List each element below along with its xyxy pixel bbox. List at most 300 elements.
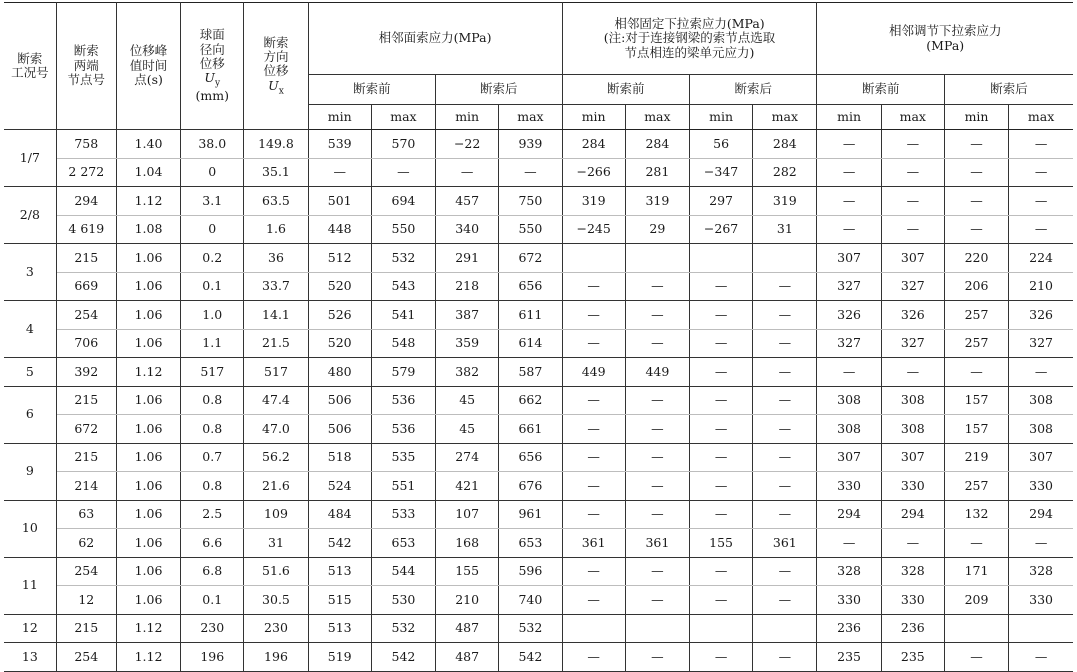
table-row: [4, 329, 1073, 358]
table-cell: [753, 614, 817, 643]
table-cell: 653: [371, 529, 435, 558]
header-g2-after: 断索后: [689, 75, 816, 105]
table-cell: 157: [944, 415, 1008, 444]
table-cell: 2.5: [181, 500, 244, 529]
table-cell: —: [753, 301, 817, 330]
table-cell: 1.06: [116, 415, 180, 444]
table-cell: —: [753, 415, 817, 444]
table-cell: —: [753, 272, 817, 301]
table-cell: 236: [881, 614, 944, 643]
table-cell: 328: [881, 557, 944, 586]
table-cell: —: [689, 472, 752, 501]
table-cell: 45: [436, 386, 499, 415]
table-cell: 611: [499, 301, 562, 330]
table-cell: 257: [944, 329, 1008, 358]
header-group-adjust-cable: 相邻调节下拉索应力 (MPa): [817, 3, 1073, 75]
header-g1-before: 断索前: [308, 75, 435, 105]
table-cell: 330: [817, 472, 881, 501]
table-row: [4, 500, 1073, 529]
table-cell: 1.06: [116, 500, 180, 529]
table-cell: 294: [817, 500, 881, 529]
table-cell: 284: [625, 130, 689, 159]
table-cell: 524: [308, 472, 371, 501]
table-cell: 484: [308, 500, 371, 529]
table-cell: 21.5: [244, 329, 308, 358]
table-cell: 517: [181, 358, 244, 387]
table-cell: 21.6: [244, 472, 308, 501]
table-cell: 107: [436, 500, 499, 529]
table-cell: —: [625, 415, 689, 444]
table-cell: —: [562, 557, 625, 586]
table-cell: 542: [371, 643, 435, 672]
header-node: 断索 两端 节点号: [56, 3, 116, 130]
table-cell: 0: [181, 215, 244, 244]
table-cell: 513: [308, 614, 371, 643]
table-cell: 294: [56, 187, 116, 216]
table-cell: 328: [1009, 557, 1073, 586]
table-cell: 45: [436, 415, 499, 444]
table-cell: 662: [499, 386, 562, 415]
table-cell: —: [625, 586, 689, 615]
table-cell: —: [1009, 130, 1073, 159]
table-cell: —: [625, 329, 689, 358]
table-cell: —: [562, 272, 625, 301]
table-cell: 330: [1009, 472, 1073, 501]
table-cell: —: [689, 415, 752, 444]
case-number-cell: 3: [4, 244, 56, 301]
table-cell: 448: [308, 215, 371, 244]
table-cell: 63: [56, 500, 116, 529]
table-cell: 758: [56, 130, 116, 159]
table-cell: 382: [436, 358, 499, 387]
table-cell: —: [753, 557, 817, 586]
table-cell: 387: [436, 301, 499, 330]
table-cell: 6.8: [181, 557, 244, 586]
table-cell: [1009, 614, 1073, 643]
table-cell: —: [753, 643, 817, 672]
table-cell: —: [753, 472, 817, 501]
table-cell: —: [881, 529, 944, 558]
table-cell: 0: [181, 158, 244, 187]
table-cell: 520: [308, 329, 371, 358]
table-row: [4, 215, 1073, 244]
table-cell: 0.8: [181, 386, 244, 415]
table-cell: 294: [1009, 500, 1073, 529]
table-cell: 47.4: [244, 386, 308, 415]
case-number-cell: 11: [4, 557, 56, 614]
table-cell: 209: [944, 586, 1008, 615]
table-cell: 551: [371, 472, 435, 501]
table-cell: —: [1009, 529, 1073, 558]
table-cell: 308: [881, 386, 944, 415]
table-cell: 449: [562, 358, 625, 387]
table-cell: 550: [499, 215, 562, 244]
table-cell: 0.7: [181, 443, 244, 472]
table-cell: —: [817, 358, 881, 387]
case-number-cell: 13: [4, 643, 56, 672]
table-cell: 38.0: [181, 130, 244, 159]
table-cell: 294: [881, 500, 944, 529]
dir-disp-line3: 位移: [263, 63, 289, 79]
table-cell: 235: [881, 643, 944, 672]
table-cell: 308: [1009, 415, 1073, 444]
table-cell: 157: [944, 386, 1008, 415]
table-cell: —: [881, 215, 944, 244]
table-cell: 327: [817, 329, 881, 358]
table-cell: −22: [436, 130, 499, 159]
table-cell: 653: [499, 529, 562, 558]
table-cell: 539: [308, 130, 371, 159]
dir-disp-symbol: $U_x$: [268, 77, 284, 97]
table-cell: 215: [56, 614, 116, 643]
table-cell: 109: [244, 500, 308, 529]
table-cell: —: [944, 529, 1008, 558]
header-case: 断索 工况号: [4, 3, 56, 130]
table-cell: 196: [244, 643, 308, 672]
table-cell: 1.08: [116, 215, 180, 244]
table-cell: [625, 244, 689, 273]
table-cell: 63.5: [244, 187, 308, 216]
table-cell: 330: [881, 586, 944, 615]
table-cell: 327: [881, 329, 944, 358]
table-cell: —: [1009, 158, 1073, 187]
table-cell: 327: [817, 272, 881, 301]
table-cell: [944, 614, 1008, 643]
table-cell: —: [562, 500, 625, 529]
table-cell: 1.06: [116, 244, 180, 273]
table-cell: 512: [308, 244, 371, 273]
table-row: [4, 443, 1073, 472]
table-row: [4, 415, 1073, 444]
table-cell: —: [817, 529, 881, 558]
table-cell: 36: [244, 244, 308, 273]
header-group-fixed-cable: 相邻固定下拉索应力(MPa) (注:对于连接钢梁的索节点选取 节点相连的梁单元应力): [562, 3, 817, 75]
table-cell: 257: [944, 472, 1008, 501]
table-cell: 4 619: [56, 215, 116, 244]
table-cell: 330: [881, 472, 944, 501]
table-cell: 614: [499, 329, 562, 358]
table-cell: —: [562, 586, 625, 615]
dir-disp-line2: 方向: [263, 48, 289, 64]
table-cell: 536: [371, 386, 435, 415]
table-cell: 676: [499, 472, 562, 501]
table-cell: 1.04: [116, 158, 180, 187]
table-cell: —: [1009, 187, 1073, 216]
radial-disp-line2: 径向: [199, 41, 225, 57]
table-cell: 210: [1009, 272, 1073, 301]
table-cell: 487: [436, 614, 499, 643]
table-cell: —: [625, 272, 689, 301]
table-cell: —: [753, 386, 817, 415]
table-cell: 307: [817, 443, 881, 472]
table-cell: 750: [499, 187, 562, 216]
table-cell: —: [625, 301, 689, 330]
table-cell: 319: [562, 187, 625, 216]
table-cell: 307: [1009, 443, 1073, 472]
table-cell: —: [1009, 215, 1073, 244]
table-cell: −266: [562, 158, 625, 187]
table-cell: 29: [625, 215, 689, 244]
case-number-cell: 6: [4, 386, 56, 443]
table-cell: 307: [881, 244, 944, 273]
table-cell: —: [881, 130, 944, 159]
header-group-face-cable: 相邻面索应力(MPa): [308, 3, 562, 75]
table-cell: —: [689, 586, 752, 615]
table-cell: 596: [499, 557, 562, 586]
table-cell: 56: [689, 130, 752, 159]
table-cell: [689, 244, 752, 273]
table-cell: 206: [944, 272, 1008, 301]
table-cell: 132: [944, 500, 1008, 529]
header-radial-disp: [181, 3, 244, 130]
table-cell: —: [562, 472, 625, 501]
table-cell: 532: [499, 614, 562, 643]
table-cell: 168: [436, 529, 499, 558]
table-cell: 224: [1009, 244, 1073, 273]
table-cell: 587: [499, 358, 562, 387]
table-cell: 1.1: [181, 329, 244, 358]
table-cell: 6.6: [181, 529, 244, 558]
table-cell: 328: [817, 557, 881, 586]
table-cell: −347: [689, 158, 752, 187]
table-cell: —: [689, 329, 752, 358]
table-cell: 513: [308, 557, 371, 586]
table-cell: —: [944, 158, 1008, 187]
table-cell: 480: [308, 358, 371, 387]
table-cell: 308: [817, 386, 881, 415]
table-cell: 542: [308, 529, 371, 558]
table-cell: 544: [371, 557, 435, 586]
table-cell: —: [881, 358, 944, 387]
table-cell: —: [562, 301, 625, 330]
table-cell: —: [562, 643, 625, 672]
table-cell: 530: [371, 586, 435, 615]
header-g1-after: 断索后: [436, 75, 562, 105]
table-cell: 1.6: [244, 215, 308, 244]
header-g3-before: 断索前: [817, 75, 944, 105]
table-cell: —: [881, 187, 944, 216]
table-cell: 2 272: [56, 158, 116, 187]
table-row: [4, 472, 1073, 501]
table-cell: 230: [244, 614, 308, 643]
table-cell: —: [625, 472, 689, 501]
case-number-cell: 5: [4, 358, 56, 387]
table-cell: —: [753, 358, 817, 387]
table-cell: —: [689, 358, 752, 387]
table-cell: —: [689, 557, 752, 586]
table-cell: 274: [436, 443, 499, 472]
table-cell: —: [817, 130, 881, 159]
table-cell: 47.0: [244, 415, 308, 444]
table-cell: 1.12: [116, 187, 180, 216]
table-cell: —: [308, 158, 371, 187]
table-cell: 542: [499, 643, 562, 672]
header-max: max: [1009, 105, 1073, 130]
table-cell: 254: [56, 301, 116, 330]
header-min: min: [689, 105, 752, 130]
table-cell: 236: [817, 614, 881, 643]
table-cell: —: [1009, 643, 1073, 672]
table-cell: —: [499, 158, 562, 187]
table-cell: 961: [499, 500, 562, 529]
cable-break-table: [4, 2, 1073, 672]
radial-disp-line1: 球面: [199, 27, 225, 43]
table-cell: —: [689, 386, 752, 415]
table-cell: 307: [881, 443, 944, 472]
table-row: [4, 187, 1073, 216]
table-cell: 35.1: [244, 158, 308, 187]
table-cell: 1.06: [116, 557, 180, 586]
radial-disp-symbol: $U_y$: [204, 70, 221, 89]
table-cell: [562, 614, 625, 643]
table-cell: 308: [881, 415, 944, 444]
table-cell: —: [562, 443, 625, 472]
header-dir-disp: [244, 3, 308, 130]
table-cell: [753, 244, 817, 273]
table-cell: 392: [56, 358, 116, 387]
table-cell: 656: [499, 272, 562, 301]
table-cell: —: [817, 158, 881, 187]
table-cell: [625, 614, 689, 643]
table-cell: 284: [562, 130, 625, 159]
table-cell: 1.06: [116, 272, 180, 301]
table-cell: 550: [371, 215, 435, 244]
table-cell: 541: [371, 301, 435, 330]
table-body: [4, 130, 1073, 672]
table-header: [4, 3, 1073, 130]
case-number-cell: 2/8: [4, 187, 56, 244]
table-cell: 33.7: [244, 272, 308, 301]
table-cell: 155: [689, 529, 752, 558]
table-cell: —: [753, 586, 817, 615]
radial-disp-unit: (mm): [195, 88, 229, 104]
table-cell: 0.8: [181, 472, 244, 501]
table-cell: 257: [944, 301, 1008, 330]
table-cell: 210: [436, 586, 499, 615]
table-cell: 1.06: [116, 443, 180, 472]
table-cell: —: [944, 130, 1008, 159]
table-cell: 532: [371, 244, 435, 273]
header-min: min: [436, 105, 499, 130]
case-number-cell: 9: [4, 443, 56, 500]
header-peak-time: 位移峰 值时间 点(s): [116, 3, 180, 130]
table-cell: 536: [371, 415, 435, 444]
table-cell: 12: [56, 586, 116, 615]
table-cell: 501: [308, 187, 371, 216]
table-cell: 220: [944, 244, 1008, 273]
table-cell: —: [562, 386, 625, 415]
table-cell: 330: [1009, 586, 1073, 615]
table-cell: 284: [753, 130, 817, 159]
table-cell: 149.8: [244, 130, 308, 159]
table-cell: 656: [499, 443, 562, 472]
table-cell: 326: [817, 301, 881, 330]
table-cell: 0.1: [181, 586, 244, 615]
header-max: max: [753, 105, 817, 130]
table-cell: 1.06: [116, 386, 180, 415]
table-cell: 230: [181, 614, 244, 643]
table-cell: 457: [436, 187, 499, 216]
radial-disp-line3: 位移: [199, 56, 225, 72]
table-cell: 215: [56, 386, 116, 415]
table-cell: 14.1: [244, 301, 308, 330]
table-cell: —: [625, 643, 689, 672]
table-cell: 3.1: [181, 187, 244, 216]
table-cell: —: [689, 500, 752, 529]
table-cell: 579: [371, 358, 435, 387]
table-cell: 515: [308, 586, 371, 615]
table-cell: 533: [371, 500, 435, 529]
table-cell: —: [689, 643, 752, 672]
table-cell: 62: [56, 529, 116, 558]
table-cell: 254: [56, 557, 116, 586]
table-cell: 56.2: [244, 443, 308, 472]
table-cell: 1.06: [116, 329, 180, 358]
header-g2-before: 断索前: [562, 75, 689, 105]
table-cell: 327: [1009, 329, 1073, 358]
table-row: [4, 272, 1073, 301]
header-max: max: [371, 105, 435, 130]
table-cell: 297: [689, 187, 752, 216]
table-cell: 1.06: [116, 472, 180, 501]
table-cell: 340: [436, 215, 499, 244]
table-cell: 327: [881, 272, 944, 301]
table-cell: —: [1009, 358, 1073, 387]
table-cell: 1.12: [116, 358, 180, 387]
table-cell: 196: [181, 643, 244, 672]
table-cell: 506: [308, 415, 371, 444]
table-cell: −245: [562, 215, 625, 244]
table-cell: 1.40: [116, 130, 180, 159]
table-row: [4, 358, 1073, 387]
table-cell: 1.06: [116, 529, 180, 558]
case-number-cell: 10: [4, 500, 56, 557]
table-cell: 1.0: [181, 301, 244, 330]
table-cell: 548: [371, 329, 435, 358]
table-cell: 51.6: [244, 557, 308, 586]
table-cell: —: [689, 272, 752, 301]
table-cell: 215: [56, 443, 116, 472]
table-cell: 520: [308, 272, 371, 301]
table-cell: 0.1: [181, 272, 244, 301]
table-cell: 543: [371, 272, 435, 301]
case-number-cell: 12: [4, 614, 56, 643]
table-row: [4, 158, 1073, 187]
table-cell: —: [944, 358, 1008, 387]
table-cell: —: [817, 187, 881, 216]
table-cell: 307: [817, 244, 881, 273]
table-cell: —: [371, 158, 435, 187]
table-cell: 661: [499, 415, 562, 444]
table-cell: —: [881, 158, 944, 187]
table-cell: 517: [244, 358, 308, 387]
table-cell: 421: [436, 472, 499, 501]
table-cell: 308: [1009, 386, 1073, 415]
table-row: [4, 614, 1073, 643]
table-cell: 291: [436, 244, 499, 273]
table-cell: 0.8: [181, 415, 244, 444]
table-cell: 361: [562, 529, 625, 558]
table-cell: 214: [56, 472, 116, 501]
table-cell: 215: [56, 244, 116, 273]
table-cell: —: [944, 187, 1008, 216]
table-cell: 155: [436, 557, 499, 586]
table-cell: 330: [817, 586, 881, 615]
table-cell: 319: [625, 187, 689, 216]
table-cell: 171: [944, 557, 1008, 586]
table-cell: 254: [56, 643, 116, 672]
table-cell: 30.5: [244, 586, 308, 615]
